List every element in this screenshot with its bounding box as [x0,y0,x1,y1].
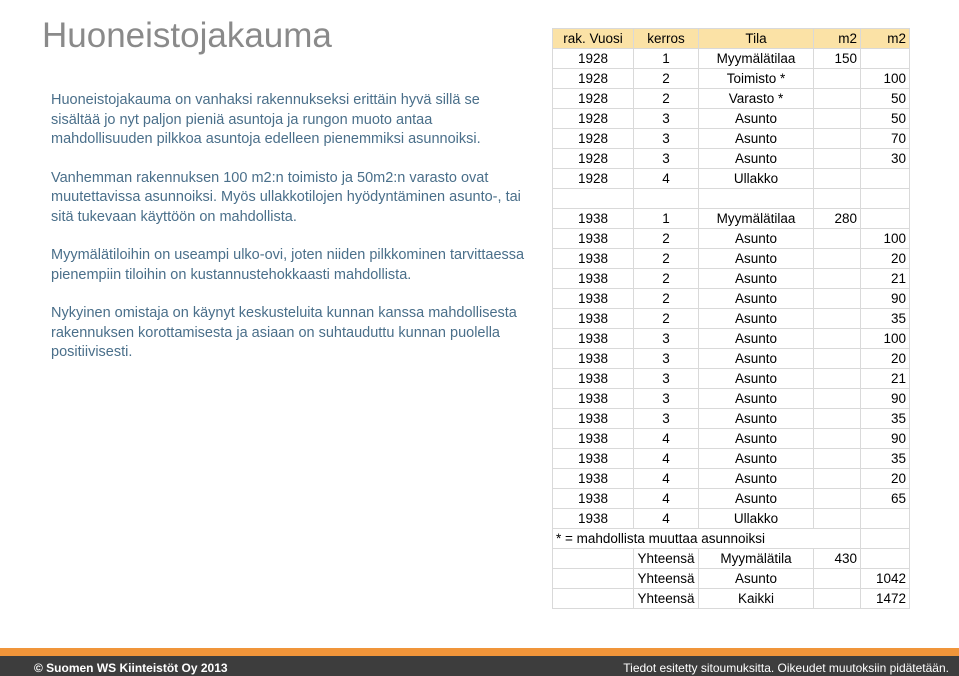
cell-m2 [861,169,910,189]
cell-floor: 4 [634,489,699,509]
total-label: Yhteensä [634,569,699,589]
table-row [553,229,910,249]
cell-floor: 2 [634,309,699,329]
table-body [553,49,910,609]
table-row [553,249,910,269]
cell-space: Asunto [699,369,814,389]
cell-floor: 4 [634,169,699,189]
header-m2-commercial: m2 [814,29,861,49]
cell-m2 [861,189,910,209]
cell-m2: 30 [861,149,910,169]
cell-space: Asunto [699,449,814,469]
paragraph: Vanhemman rakennuksen 100 m2:n toimisto ja 50m2:n varasto ovat muutettavissa asunnoiksi. Myös ullakkotilojen hyödyntäminen asunto-, tai sitä tukevaan käyttöön on mahdollista. [51,169,521,225]
cell-year: 1928 [553,129,634,149]
total-category: Asunto [699,569,814,589]
cell-floor: 3 [634,389,699,409]
total-m2 [861,549,910,569]
cell-year: 1938 [553,249,634,269]
cell-space: Ullakko [699,509,814,529]
cell-space: Myymälätilaa [699,209,814,229]
cell-space: Asunto [699,129,814,149]
disclaimer-text: Tiedot esitetty sitoumuksitta. Oikeudet muutoksiin pidätetään. [623,661,949,675]
table-row [553,469,910,489]
cell-year: 1928 [553,109,634,129]
table-row [553,129,910,149]
cell-floor: 3 [634,409,699,429]
cell-floor: 2 [634,229,699,249]
cell-m2-commercial [814,409,861,429]
cell-m2-commercial [814,289,861,309]
cell-year: 1938 [553,309,634,329]
cell-space: Asunto [699,349,814,369]
cell-m2-commercial [814,129,861,149]
cell-m2-commercial [814,149,861,169]
table-row [553,509,910,529]
cell-m2: 20 [861,249,910,269]
total-m2: 1042 [861,569,910,589]
totals-row [553,549,910,569]
cell-space: Asunto [699,409,814,429]
total-category: Myymälätila [699,549,814,569]
cell-m2 [861,49,910,69]
cell-floor: 1 [634,49,699,69]
cell-m2 [861,509,910,529]
empty-cell [553,569,634,589]
cell-m2: 21 [861,369,910,389]
cell-space: Toimisto * [699,69,814,89]
header-m2: m2 [861,29,910,49]
cell-m2: 35 [861,309,910,329]
table-row [553,209,910,229]
cell-space: Asunto [699,309,814,329]
cell-m2: 100 [861,329,910,349]
table-row [553,109,910,129]
cell-m2: 100 [861,229,910,249]
cell-m2-commercial [814,109,861,129]
table-row [553,489,910,509]
cell-m2: 21 [861,269,910,289]
cell-year: 1928 [553,69,634,89]
cell-space: Asunto [699,469,814,489]
table-row [553,269,910,289]
total-m2-commercial: 430 [814,549,861,569]
cell-year: 1938 [553,509,634,529]
cell-m2: 50 [861,109,910,129]
cell-m2-commercial [814,89,861,109]
cell-m2-commercial [814,269,861,289]
cell-floor: 3 [634,149,699,169]
cell-floor: 3 [634,129,699,149]
cell-m2: 90 [861,289,910,309]
empty-cell [861,529,910,549]
cell-m2: 20 [861,469,910,489]
table-row [553,449,910,469]
cell-year: 1928 [553,149,634,169]
cell-space: Myymälätilaa [699,49,814,69]
cell-m2-commercial [814,449,861,469]
table-row [553,409,910,429]
table-row [553,329,910,349]
table-row [553,349,910,369]
cell-floor: 3 [634,329,699,349]
table-row [553,149,910,169]
total-category: Kaikki [699,589,814,609]
paragraph: Huoneistojakauma on vanhaksi rakennukseksi erittäin hyvä sillä se sisältää jo nyt paljon pieniä asuntoja ja rungon muoto antaa mahdollisuuden pilkkoa asuntoja edelleen pienemmiksi asunnoiksi. [51,92,481,147]
cell-m2-commercial [814,249,861,269]
cell-year: 1938 [553,229,634,249]
cell-year: 1938 [553,469,634,489]
cell-m2-commercial [814,429,861,449]
cell-floor: 2 [634,289,699,309]
cell-year: 1938 [553,429,634,449]
footnote: * = mahdollista muuttaa asunnoiksi [553,529,814,549]
table-row [553,49,910,69]
cell-year: 1938 [553,209,634,229]
cell-year: 1928 [553,89,634,109]
cell-m2 [861,209,910,229]
empty-cell [553,589,634,609]
cell-m2: 70 [861,129,910,149]
paragraph: Nykyinen omistaja on käynyt keskusteluita kunnan kanssa mahdollisesta rakennuksen korottamisesta ja asiaan on suhtauduttu kunnan puolella positiivisesti. [51,305,517,360]
page-title: Huoneistojakauma [42,16,332,55]
header-year: rak. Vuosi [553,29,634,49]
table-header-row [553,29,910,49]
cell-m2: 90 [861,429,910,449]
empty-cell [553,549,634,569]
cell-m2-commercial [814,389,861,409]
cell-floor: 4 [634,429,699,449]
cell-m2-commercial [814,169,861,189]
cell-m2-commercial [814,229,861,249]
cell-m2-commercial [814,369,861,389]
cell-floor: 3 [634,369,699,389]
cell-space: Ullakko [699,169,814,189]
cell-year: 1938 [553,409,634,429]
table-note-row [553,529,910,549]
table-row [553,189,910,209]
cell-year: 1938 [553,289,634,309]
cell-space: Asunto [699,489,814,509]
cell-m2-commercial [814,469,861,489]
cell-m2-commercial [814,69,861,89]
cell-m2: 35 [861,409,910,429]
cell-m2: 50 [861,89,910,109]
cell-year: 1938 [553,329,634,349]
table-row [553,389,910,409]
cell-floor: 1 [634,209,699,229]
cell-space: Asunto [699,149,814,169]
cell-floor: 2 [634,69,699,89]
header-floor: kerros [634,29,699,49]
table-row [553,89,910,109]
cell-m2: 35 [861,449,910,469]
total-m2: 1472 [861,589,910,609]
table-row [553,289,910,309]
table-row [553,309,910,329]
apartment-distribution-table [552,28,910,609]
footer [0,656,959,676]
cell-year: 1938 [553,369,634,389]
cell-space [699,189,814,209]
cell-m2: 90 [861,389,910,409]
cell-m2-commercial: 280 [814,209,861,229]
paragraph: Myymälätiloihin on useampi ulko-ovi, joten niiden pilkkominen tarvittaessa pienempiin tiloihin on kustannustehokkaasti mahdollista. [51,247,525,283]
totals-row [553,589,910,609]
header-space: Tila [699,29,814,49]
table-row [553,169,910,189]
cell-floor: 4 [634,449,699,469]
totals-row [553,569,910,589]
total-label: Yhteensä [634,549,699,569]
cell-space: Asunto [699,249,814,269]
cell-space: Asunto [699,269,814,289]
cell-m2-commercial [814,189,861,209]
copyright-text: © Suomen WS Kiinteistöt Oy 2013 [34,661,228,675]
cell-floor: 4 [634,509,699,529]
cell-floor: 3 [634,109,699,129]
cell-m2-commercial [814,309,861,329]
description-text [51,91,531,382]
cell-year: 1938 [553,349,634,369]
cell-m2: 65 [861,489,910,509]
cell-m2-commercial: 150 [814,49,861,69]
cell-floor: 2 [634,89,699,109]
cell-floor: 2 [634,249,699,269]
cell-space: Asunto [699,289,814,309]
cell-m2-commercial [814,509,861,529]
cell-floor [634,189,699,209]
cell-year: 1938 [553,489,634,509]
cell-space: Varasto * [699,89,814,109]
cell-m2: 100 [861,69,910,89]
total-label: Yhteensä [634,589,699,609]
empty-cell [814,529,861,549]
table-row [553,69,910,89]
cell-year: 1928 [553,169,634,189]
cell-space: Asunto [699,109,814,129]
cell-m2-commercial [814,349,861,369]
cell-floor: 4 [634,469,699,489]
cell-m2: 20 [861,349,910,369]
total-m2-commercial [814,589,861,609]
cell-year [553,189,634,209]
total-m2-commercial [814,569,861,589]
cell-space: Asunto [699,429,814,449]
cell-m2-commercial [814,489,861,509]
cell-floor: 3 [634,349,699,369]
cell-year: 1938 [553,269,634,289]
cell-year: 1928 [553,49,634,69]
table-row [553,369,910,389]
cell-space: Asunto [699,229,814,249]
cell-year: 1938 [553,449,634,469]
cell-m2-commercial [814,329,861,349]
footer-accent-bar [0,648,959,656]
cell-floor: 2 [634,269,699,289]
table-row [553,429,910,449]
cell-year: 1938 [553,389,634,409]
cell-space: Asunto [699,329,814,349]
cell-space: Asunto [699,389,814,409]
